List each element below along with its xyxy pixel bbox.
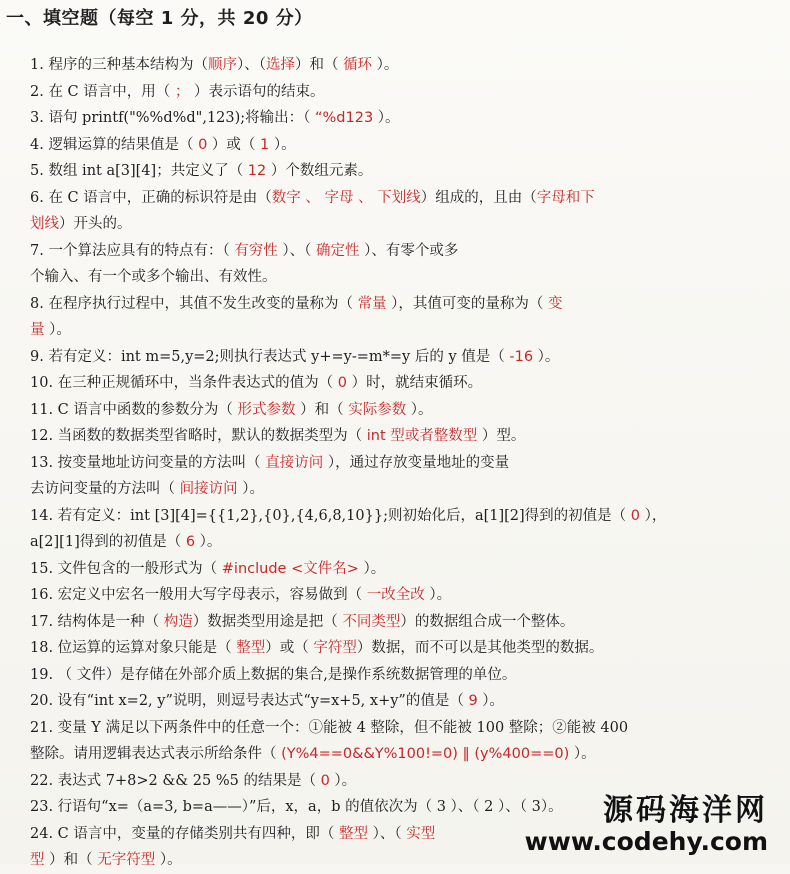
question-text: ）、有零个或多 (359, 242, 459, 259)
question-text: ）和（ (295, 401, 349, 418)
question-text: 11. C 语言中函数的参数分为（ (30, 401, 238, 418)
question-text: 3. 语句 printf("%%d%d",123);将输出：（ (30, 110, 316, 126)
question-line (30, 79, 778, 106)
question-line (30, 688, 778, 715)
answer-text: 型 (30, 852, 45, 868)
question-text: 12. 当函数的数据类型省略时，默认的数据类型为（ (30, 428, 367, 444)
question-text: 5. 数组 int a[3][4]；共定义了（ (30, 163, 248, 179)
answer-text: ； (174, 83, 190, 100)
question-text: 7. 一个算法应具有的特点有：（ (30, 242, 235, 259)
question-text: 整除。请用逻辑表达式表示所给条件（ (30, 746, 282, 762)
question-line (30, 52, 778, 79)
question-line (30, 264, 778, 291)
question-text: 9. 若有定义：int m=5,y=2;则执行表达式 y+=y-=m*=y 后的 y 值是（ (30, 348, 510, 365)
question-line (30, 635, 778, 662)
question-text: 16. 宏定义中宏名一般用大写字母表示，容易做到（ (30, 587, 367, 603)
question-line (30, 503, 778, 530)
question-text: ）、（ (367, 825, 407, 842)
answer-text: 数字 、 字母 、 下划线 (271, 189, 421, 206)
answer-text: 字母和下 (536, 189, 595, 206)
question-text: 18. 位运算的运算对象只能是（ (30, 640, 237, 656)
question-text: ）。 (373, 110, 400, 126)
question-text: ）、（ (277, 242, 317, 259)
answer-text: “%d123 (315, 110, 374, 126)
watermark (525, 794, 768, 856)
question-text: ）和（ (44, 852, 98, 868)
question-text: ）和（ (294, 57, 344, 73)
answer-text: 量 (30, 322, 45, 338)
answer-text: 12 (247, 163, 267, 179)
question-text: ）型。 (477, 428, 526, 444)
question-text: 10. 在三种正规循环中，当条件表达式的值为（ (30, 375, 338, 391)
question-list (30, 52, 778, 874)
question-text: ）个数组元素。 (266, 163, 373, 179)
question-line (30, 556, 778, 583)
question-text: ）。 (569, 746, 596, 762)
question-text: 21. 变量 Y 满足以下两条件中的任意一个：①能被 4 整除，但不能被 100 整除；②能被 400 (30, 719, 629, 736)
answer-text: 确定性 (316, 242, 360, 259)
question-line (30, 715, 778, 742)
question-text: ）。 (237, 481, 264, 497)
answer-text: #include <文件名> (221, 560, 359, 577)
question-text: ）。 (358, 560, 386, 577)
question-text: ）。 (372, 57, 399, 73)
question-text: a[2][1]得到的初值是（ (30, 534, 186, 550)
watermark-site-name: 源码海洋网 (603, 793, 768, 828)
answer-text: 形式参数 (237, 401, 296, 418)
question-line (30, 768, 778, 795)
question-line (30, 291, 778, 318)
question-text: 17. 结构体是一种（ (30, 613, 164, 630)
answer-text: 直接访问 (265, 454, 324, 471)
question-text: ）。 (44, 322, 71, 338)
answer-text: (Y%4==0&&Y%100!=0) ‖ (y%400==0) (281, 746, 570, 762)
question-text: 4. 逻辑运算的结果值是（ (30, 136, 199, 153)
question-line (30, 238, 778, 265)
question-text: ）。 (533, 348, 560, 365)
question-text: ）开头的。 (59, 216, 132, 232)
question-text: ）数据类型用途是把（ (192, 613, 343, 630)
watermark-url: www.codehy.com (524, 827, 768, 856)
question-line (30, 370, 778, 397)
question-text: 个输入、有一个或多个输出、有效性。 (30, 269, 277, 285)
answer-text: 0 (337, 375, 348, 391)
question-text: ）或（ (265, 640, 314, 656)
question-line (30, 529, 778, 556)
question-text: 6. 在 C 语言中，正确的标识符是由（ (30, 189, 272, 206)
question-line (30, 185, 778, 212)
answer-text: 不同类型 (342, 613, 401, 630)
question-text: 20. 设有“int x=2, y”说明，则逗号表达式“y=x+5, x+y”的值是（ (30, 693, 469, 709)
answer-text: 整型 (338, 825, 368, 842)
question-line (30, 158, 778, 185)
answer-text: 整型 (236, 640, 266, 656)
question-text: ）。 (195, 534, 222, 550)
answer-text: 选择 (265, 57, 295, 73)
question-line (30, 211, 778, 238)
question-text: ）。 (424, 587, 452, 603)
question-line (30, 397, 778, 424)
question-text: 去访问变量的方法叫（ (30, 481, 180, 497)
question-line (30, 662, 778, 689)
question-text: 23. 行语句“x=（a=3, b=a——）”后，x，a，b 的值依次为（ 3 ）、（ 2 ）、（ 3）。 (30, 799, 563, 815)
question-line (30, 317, 778, 344)
answer-text: 无字符型 (97, 852, 156, 868)
question-text: ）， (640, 507, 667, 524)
answer-text: 0 (630, 507, 641, 524)
answer-text: 实际参数 (348, 401, 407, 418)
answer-text: 1 (260, 136, 270, 153)
answer-text: 9 (468, 693, 478, 709)
question-line (30, 476, 778, 503)
question-text: ）的数据组合成一个整体。 (400, 613, 575, 630)
question-text: ），其值可变的量称为（ (386, 295, 549, 312)
answer-text: 6 (185, 534, 196, 550)
answer-text: 划线 (30, 216, 59, 232)
question-line (30, 609, 778, 636)
question-text: 2. 在 C 语言中，用（ (30, 83, 175, 100)
answer-text: 字符型 (313, 640, 357, 656)
answer-text: 0 (320, 772, 330, 789)
question-text: ）组成的，且由（ (420, 189, 537, 206)
section-heading: 一、填空题（每空 1 分，共 20 分） (6, 8, 313, 29)
question-text: 22. 表达式 7+8>2 && 25 %5 的结果是（ (30, 772, 321, 789)
question-line (30, 741, 778, 768)
question-text: ）。 (269, 136, 296, 153)
question-line (30, 344, 778, 371)
question-text: ）。 (155, 852, 182, 868)
question-text: ）、（ (236, 57, 266, 73)
question-text: ）。 (406, 401, 433, 418)
question-text: ）表示语句的结束。 (189, 83, 325, 100)
question-line (30, 582, 778, 609)
answer-text: 有穷性 (234, 242, 278, 259)
question-text: 14. 若有定义：int [3][4]={{1,2},{0},{4,6,8,10}};则初始化后，a[1][2]得到的初值是（ (30, 507, 631, 524)
question-text: ），通过存放变量地址的变量 (323, 454, 510, 471)
question-text: 15. 文件包含的一般形式为（ (30, 560, 222, 577)
question-text: ）。 (329, 772, 357, 789)
question-text: 1. 程序的三种基本结构为（ (30, 57, 208, 73)
question-line (30, 423, 778, 450)
answer-text: 实型 (406, 825, 436, 842)
answer-text: 间接访问 (179, 481, 238, 497)
answer-text: 0 (198, 136, 208, 153)
question-text: ）。 (477, 693, 505, 709)
question-text: ）数据，而不可以是其他类型的数据。 (356, 640, 604, 656)
question-text: ）时，就结束循环。 (347, 375, 483, 391)
question-text: 13. 按变量地址访问变量的方法叫（ (30, 454, 266, 471)
question-line (30, 132, 778, 159)
answer-text: 顺序 (207, 57, 237, 73)
question-line (30, 105, 778, 132)
answer-text: int 型或者整数型 (366, 428, 478, 444)
answer-text: 循环 (343, 57, 373, 73)
answer-text: 构造 (163, 613, 193, 630)
answer-text: 一改全改 (366, 587, 425, 603)
question-text: 19. （ 文件）是存储在外部介质上数据的集合,是操作系统数据管理的单位。 (30, 666, 517, 683)
question-text: ）或（ (207, 136, 261, 153)
answer-text: 变 (548, 295, 563, 312)
question-line (30, 450, 778, 477)
question-text: 24. C 语言中，变量的存储类别共有四种，即（ (30, 825, 339, 842)
answer-text: 常量 (357, 295, 387, 312)
answer-text: -16 (509, 348, 534, 365)
question-text: 8. 在程序执行过程中，其值不发生改变的量称为（ (30, 295, 358, 312)
